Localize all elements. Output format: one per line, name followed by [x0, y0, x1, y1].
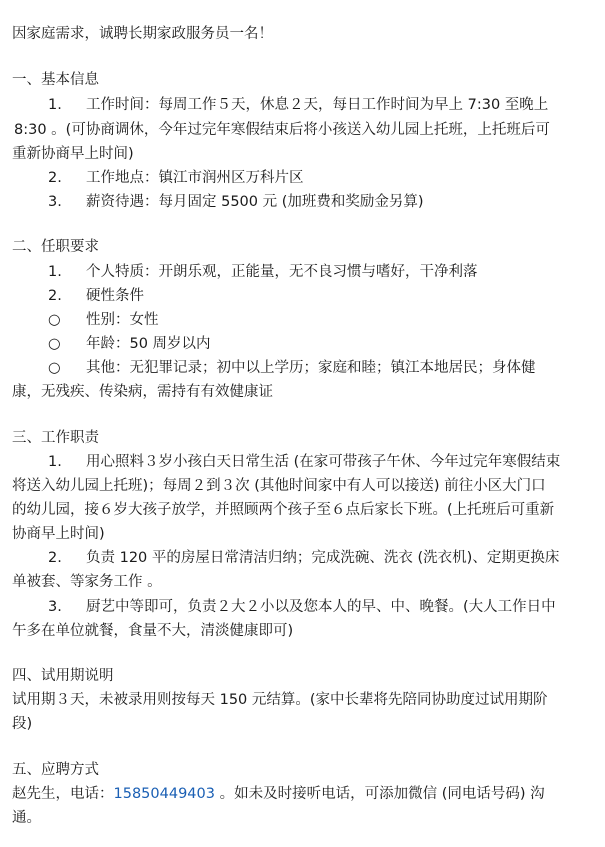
- circle-bullet-icon: ○: [48, 336, 61, 352]
- section-duties-title: 三、工作职责: [12, 430, 99, 446]
- duties-item-2-line-2: 单被套、等家务工作 。: [12, 574, 162, 590]
- basic-info-item-2-number: 2.: [48, 170, 62, 186]
- duties-item-1-line-4: 协商早上时间): [12, 526, 105, 542]
- probation-line-1: 试用期３天，未被录用则按每天 150 元结算。(家中长辈将先陪同协助度过试用期阶: [12, 692, 548, 708]
- section-requirements-title: 二、任职要求: [12, 239, 99, 255]
- requirements-item-1: 个人特质：开朗乐观，正能量，无不良习惯与嗜好，干净利落: [86, 264, 478, 280]
- basic-info-item-2: 工作地点：镇江市润州区万科片区: [86, 170, 304, 186]
- section-basic-info-title: 一、基本信息: [12, 72, 99, 88]
- requirements-item-2: 硬性条件: [86, 288, 144, 304]
- phone-number-link[interactable]: 15850449403: [113, 786, 215, 802]
- duties-item-2-number: 2.: [48, 550, 62, 566]
- contact-line-2: 通。: [12, 810, 41, 826]
- requirement-other-line-1: 其他：无犯罪记录；初中以上学历；家庭和睦；镇江本地居民；身体健: [86, 360, 536, 376]
- contact-wechat-note: 。如未及时接听电话，可添加微信 (同电话号码) 沟: [214, 786, 545, 802]
- basic-info-item-1-line-1: 工作时间：每周工作５天，休息２天，每日工作时间为早上 7:30 至晚上: [86, 97, 549, 113]
- circle-bullet-icon: ○: [48, 360, 61, 376]
- duties-item-1-line-1: 用心照料３岁小孩白天日常生活 (在家可带孩子午休、今年过完年寒假结束: [86, 454, 561, 470]
- duties-item-3-number: 3.: [48, 599, 62, 615]
- basic-info-item-3-number: 3.: [48, 194, 62, 210]
- duties-item-1-number: 1.: [48, 454, 62, 470]
- probation-line-2: 段): [12, 716, 33, 732]
- duties-item-2-line-1: 负责 120 平的房屋日常清洁归纳；完成洗碗、洗衣 (洗衣机)、定期更换床: [86, 550, 560, 566]
- requirements-item-1-number: 1.: [48, 264, 62, 280]
- section-apply-title: 五、应聘方式: [12, 762, 99, 778]
- requirements-item-2-number: 2.: [48, 288, 62, 304]
- section-probation-title: 四、试用期说明: [12, 668, 114, 684]
- duties-item-1-line-2: 将送入幼儿园上托班)；每周２到３次 (其他时间家中有人可以接送) 前往小区大门口: [12, 478, 546, 494]
- intro-text: 因家庭需求，诚聘长期家政服务员一名！: [12, 26, 273, 42]
- duties-item-3-line-2: 午多在单位就餐，食量不大，清淡健康即可): [12, 623, 294, 639]
- contact-line-1: [12, 784, 545, 806]
- requirement-age: 年龄：50 周岁以内: [86, 336, 211, 352]
- duties-item-3-line-1: 厨艺中等即可，负责２大２小以及您本人的早、中、晚餐。(大人工作日中: [86, 599, 556, 615]
- circle-bullet-icon: ○: [48, 312, 61, 328]
- basic-info-item-1-line-2: 8:30 。(可协商调休，今年过完年寒假结束后将小孩送入幼儿园上托班，上托班后可: [14, 122, 550, 138]
- contact-name-label: 赵先生，电话：: [12, 786, 114, 802]
- requirement-other-line-2: 康，无残疾、传染病，需持有有效健康证: [12, 384, 273, 400]
- basic-info-item-1-number: 1.: [48, 97, 62, 113]
- basic-info-item-3: 薪资待遇：每月固定 5500 元 (加班费和奖励金另算): [86, 194, 424, 210]
- duties-item-1-line-3: 的幼儿园，接６岁大孩子放学，并照顾两个孩子至６点后家长下班。(上托班后可重新: [12, 502, 555, 518]
- requirement-gender: 性别：女性: [86, 312, 159, 328]
- basic-info-item-1-line-3: 重新协商早上时间): [12, 146, 134, 162]
